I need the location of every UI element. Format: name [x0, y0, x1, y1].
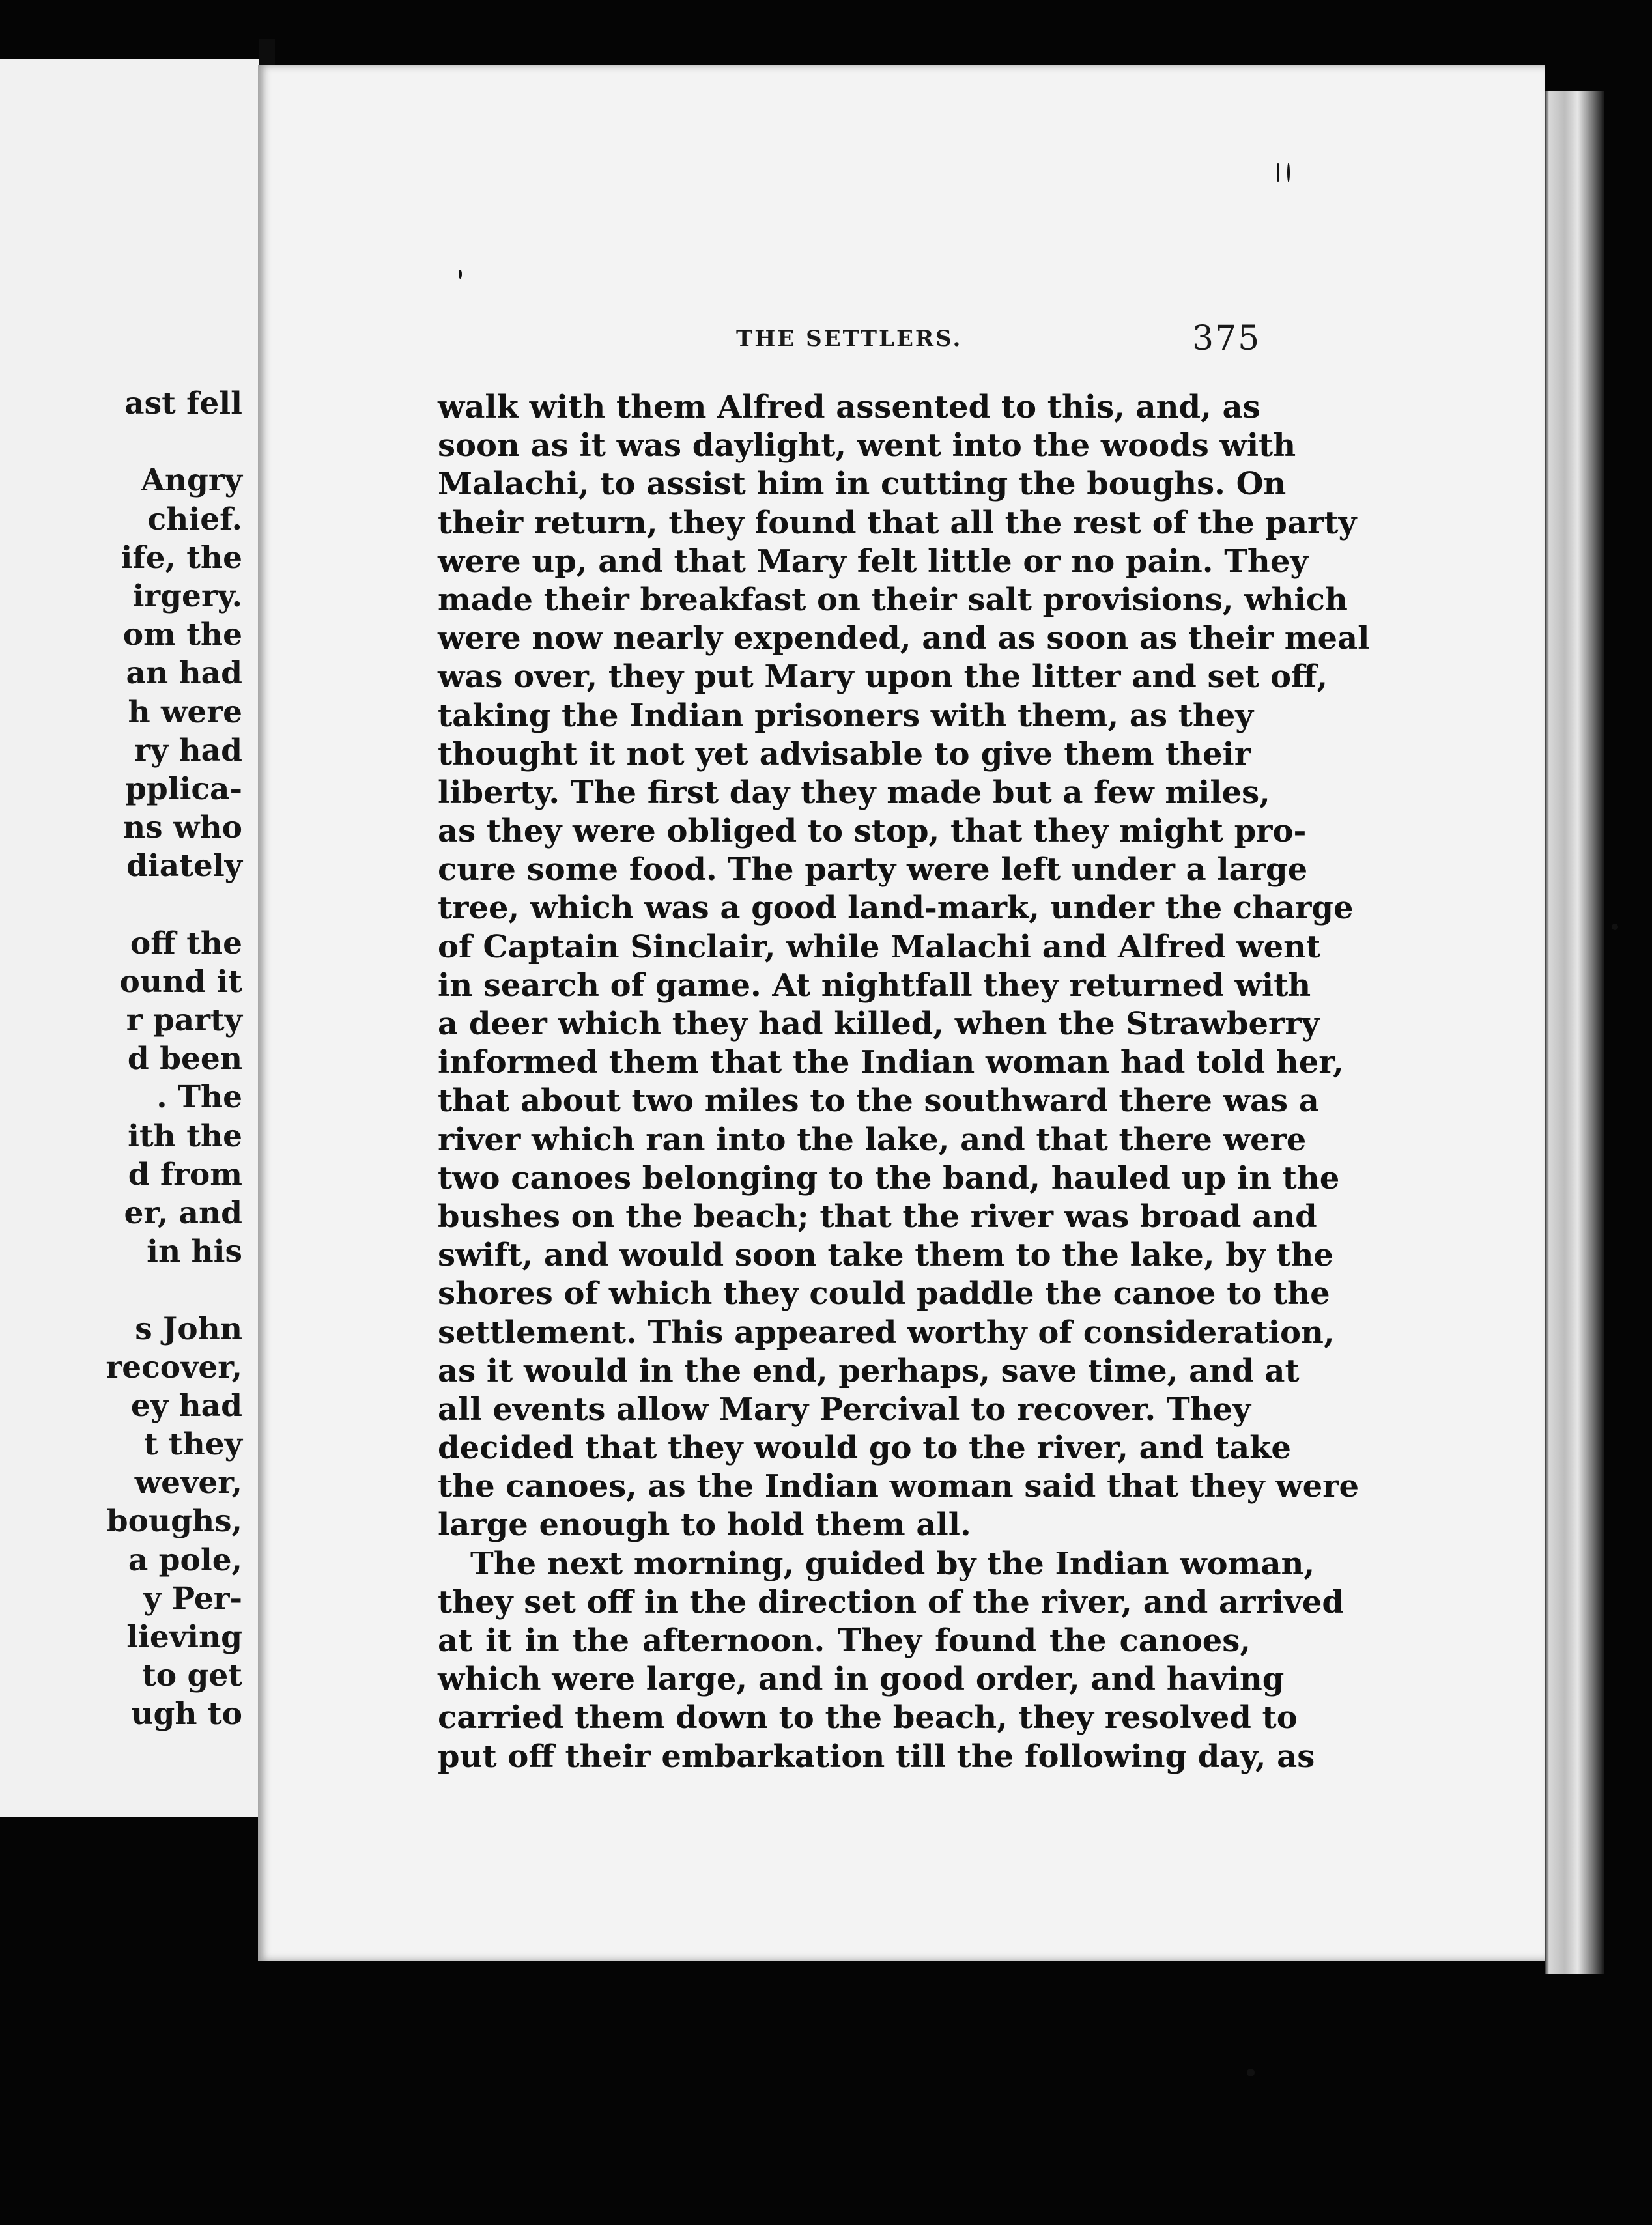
- left-page-line: diately: [126, 848, 242, 885]
- left-page-line: [0, 885, 242, 924]
- left-page-line: off the: [130, 925, 242, 961]
- left-page-line: irgery.: [132, 578, 242, 614]
- left-page-line: ry had: [134, 732, 242, 769]
- left-page-line: er, and: [124, 1195, 242, 1231]
- text-line: made their breakfast on their salt provisions, which: [438, 581, 1348, 618]
- text-line: shores of which they could paddle the canoe to the: [438, 1275, 1330, 1312]
- left-page-line: [0, 423, 242, 461]
- text-line: that about two miles to the southward there was a: [438, 1083, 1319, 1120]
- left-page-line: s John: [135, 1311, 242, 1347]
- text-line: settlement. This appeared worthy of consideration,: [438, 1314, 1335, 1351]
- text-line: The next morning, guided by the Indian woman,: [470, 1545, 1315, 1582]
- left-page-line: Angry: [141, 462, 242, 499]
- left-page-line: y Per-: [143, 1580, 242, 1617]
- text-line: bushes on the beach; that the river was broad and: [438, 1198, 1317, 1235]
- left-page-line: . The: [156, 1079, 242, 1116]
- text-line: a deer which they had killed, when the Strawberry: [438, 1006, 1320, 1042]
- left-page-line: ith the: [128, 1118, 242, 1154]
- text-line: decided that they would go to the river, and take: [438, 1430, 1291, 1467]
- left-page-line: om the: [122, 617, 242, 653]
- left-page-line: ast fell: [124, 386, 242, 421]
- scan-speck: [1612, 924, 1618, 930]
- text-line: informed them that the Indian woman had told her,: [438, 1044, 1344, 1081]
- text-line: they set off in the direction of the river, and arrived: [438, 1583, 1344, 1621]
- text-line: liberty. The first day they made but a few miles,: [438, 774, 1270, 811]
- text-line: in search of game. At nightfall they returned with: [438, 967, 1311, 1004]
- scan-speck: [1247, 2069, 1255, 2076]
- text-line: as it would in the end, perhaps, save time, and at: [438, 1352, 1300, 1389]
- text-line: their return, they found that all the rest of the party: [438, 504, 1357, 541]
- left-page-line: h were: [128, 694, 242, 730]
- left-page-line: ns who: [123, 810, 242, 846]
- left-page-line: d been: [127, 1041, 242, 1077]
- text-line: were up, and that Mary felt little or no pain. They: [438, 543, 1309, 580]
- text-line: thought it not yet advisable to give them their: [438, 735, 1251, 772]
- text-line: at it in the afternoon. They found the canoes,: [438, 1623, 1251, 1659]
- left-page-line: ey had: [130, 1387, 242, 1424]
- text-line: walk with them Alfred assented to this, and, as: [438, 389, 1260, 425]
- left-page-line: ife, the: [121, 539, 242, 576]
- left-page-line: chief.: [147, 501, 242, 537]
- left-page-line: recover,: [106, 1349, 242, 1385]
- running-head: THE SETTLERS.: [736, 326, 963, 352]
- text-line: all events allow Mary Percival to recover. They: [438, 1391, 1251, 1428]
- left-page-line: t they: [143, 1426, 242, 1463]
- text-line: large enough to hold them all.: [438, 1507, 971, 1544]
- left-page-line: ugh to: [131, 1696, 242, 1733]
- text-line: swift, and would soon take them to the lake, by the: [438, 1237, 1333, 1274]
- left-facing-page: [0, 59, 259, 1817]
- text-line: two canoes belonging to the band, hauled up in the: [438, 1159, 1340, 1197]
- left-page-line: boughs,: [106, 1503, 242, 1540]
- text-line: put off their embarkation till the following day, as: [438, 1738, 1315, 1775]
- left-page-text: [0, 384, 242, 1734]
- text-line: which were large, and in good order, and having: [438, 1661, 1285, 1698]
- left-page-line: a pole,: [128, 1542, 242, 1578]
- left-page-line: in his: [147, 1234, 242, 1270]
- left-page-line: r party: [126, 1002, 242, 1038]
- text-line: were now nearly expended, and as soon as their meal: [438, 620, 1370, 657]
- scan-speck: [1287, 163, 1290, 182]
- left-page-line: pplica-: [124, 771, 242, 807]
- scan-speck: [459, 270, 462, 279]
- text-line: of Captain Sinclair, while Malachi and Alfred went: [438, 928, 1321, 965]
- text-line: Malachi, to assist him in cutting the boughs. On: [438, 466, 1287, 503]
- page-edge: [1545, 91, 1604, 1974]
- text-line: soon as it was daylight, went into the woods with: [438, 427, 1296, 464]
- text-line: river which ran into the lake, and that there were: [438, 1121, 1307, 1158]
- page-header: [736, 319, 1261, 365]
- text-line: tree, which was a good land-mark, under the charge: [438, 890, 1354, 927]
- left-page-line: wever,: [134, 1465, 242, 1501]
- scan-speck: [1277, 163, 1279, 182]
- body-text: [438, 388, 1370, 1776]
- page-number: 375: [1192, 319, 1261, 358]
- text-line: cure some food. The party were left under a large: [438, 851, 1308, 888]
- left-page-line: an had: [126, 655, 242, 692]
- left-page-line: to get: [142, 1658, 242, 1694]
- text-line: carried them down to the beach, they resolved to: [438, 1699, 1298, 1736]
- left-page-line: d from: [128, 1156, 242, 1193]
- text-line: the canoes, as the Indian woman said that they were: [438, 1468, 1359, 1505]
- text-line: was over, they put Mary upon the litter and set off,: [438, 659, 1328, 696]
- left-page-line: ound it: [119, 963, 242, 1000]
- text-line: as they were obliged to stop, that they might pro-: [438, 813, 1307, 850]
- left-page-line: [0, 1271, 242, 1309]
- text-line: taking the Indian prisoners with them, as they: [438, 697, 1254, 734]
- left-page-line: lieving: [126, 1619, 242, 1655]
